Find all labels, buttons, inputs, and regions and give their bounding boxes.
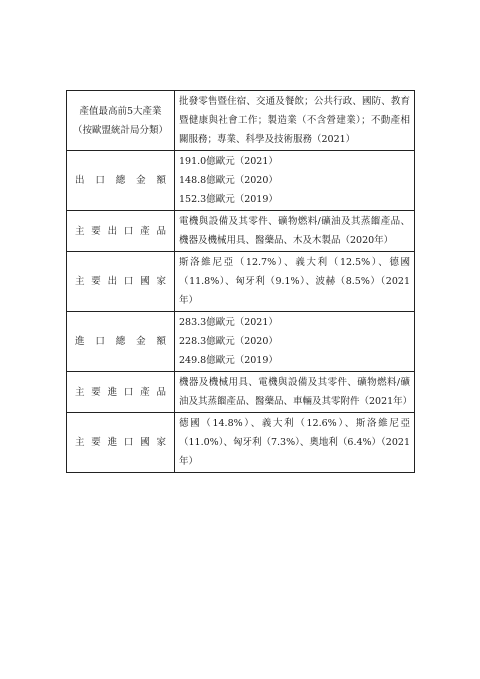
table-row [67, 372, 415, 413]
row-value-line: 191.0億歐元（2021） [179, 156, 278, 167]
table-row [67, 211, 415, 252]
row-label-subtitle: （按歐盟統計局分類） [72, 124, 168, 136]
row-value-line: 249.8億歐元（2019） [179, 355, 278, 366]
row-label: 主要出口國家 [75, 276, 166, 287]
trade-statistics-table [66, 90, 415, 473]
row-label: 主要進口產品 [75, 386, 166, 398]
row-label: 主要進口國家 [75, 437, 166, 448]
row-label: 進口總金額 [75, 336, 166, 347]
row-label: 產值最高前5大產業 [79, 105, 162, 117]
row-value: 電機與設備及其零件、礦物燃料/礦油及其蒸餾產品、機器及機械用具、醫藥品、木及木製品（2020年） [175, 211, 415, 252]
row-value-line: 283.3億歐元（2021） [179, 317, 278, 328]
row-value-line: 152.3億歐元（2019） [179, 194, 278, 205]
row-label-cell [67, 312, 175, 372]
table-row [67, 252, 415, 312]
row-value: 批發零售暨住宿、交通及餐飲；公共行政、國防、教育暨健康與社會工作；製造業（不含營建業）；不動產相關服務；專業、科學及技術服務（2021） [175, 91, 415, 151]
row-value-line: 228.3億歐元（2020） [179, 336, 278, 347]
row-label-cell [67, 151, 175, 211]
table-row [67, 91, 415, 151]
row-value: 斯洛維尼亞（12.7%）、義大利（12.5%）、德國（11.8%）、匈牙利（9.1%）、波赫（8.5%）（2021年） [175, 252, 415, 312]
table-row [67, 151, 415, 211]
table-row [67, 312, 415, 372]
row-value-cell [175, 151, 415, 211]
row-label-cell [67, 413, 175, 473]
row-label-cell [67, 91, 175, 151]
row-label-cell [67, 252, 175, 312]
row-value-line: 148.8億歐元（2020） [179, 175, 278, 186]
table-row [67, 413, 415, 473]
row-label: 主要出口產品 [75, 225, 166, 237]
row-value: 德國（14.8%）、義大利（12.6%）、斯洛維尼亞（11.0%）、匈牙利（7.3%）、奧地利（6.4%）（2021年） [175, 413, 415, 473]
row-label-cell [67, 372, 175, 413]
row-value: 機器及機械用具、電機與設備及其零件、礦物燃料/礦油及其蒸餾產品、醫藥品、車輛及其零附件（2021年） [175, 372, 415, 413]
row-label-cell [67, 211, 175, 252]
row-value-cell [175, 312, 415, 372]
row-label: 出口總金額 [75, 175, 166, 186]
